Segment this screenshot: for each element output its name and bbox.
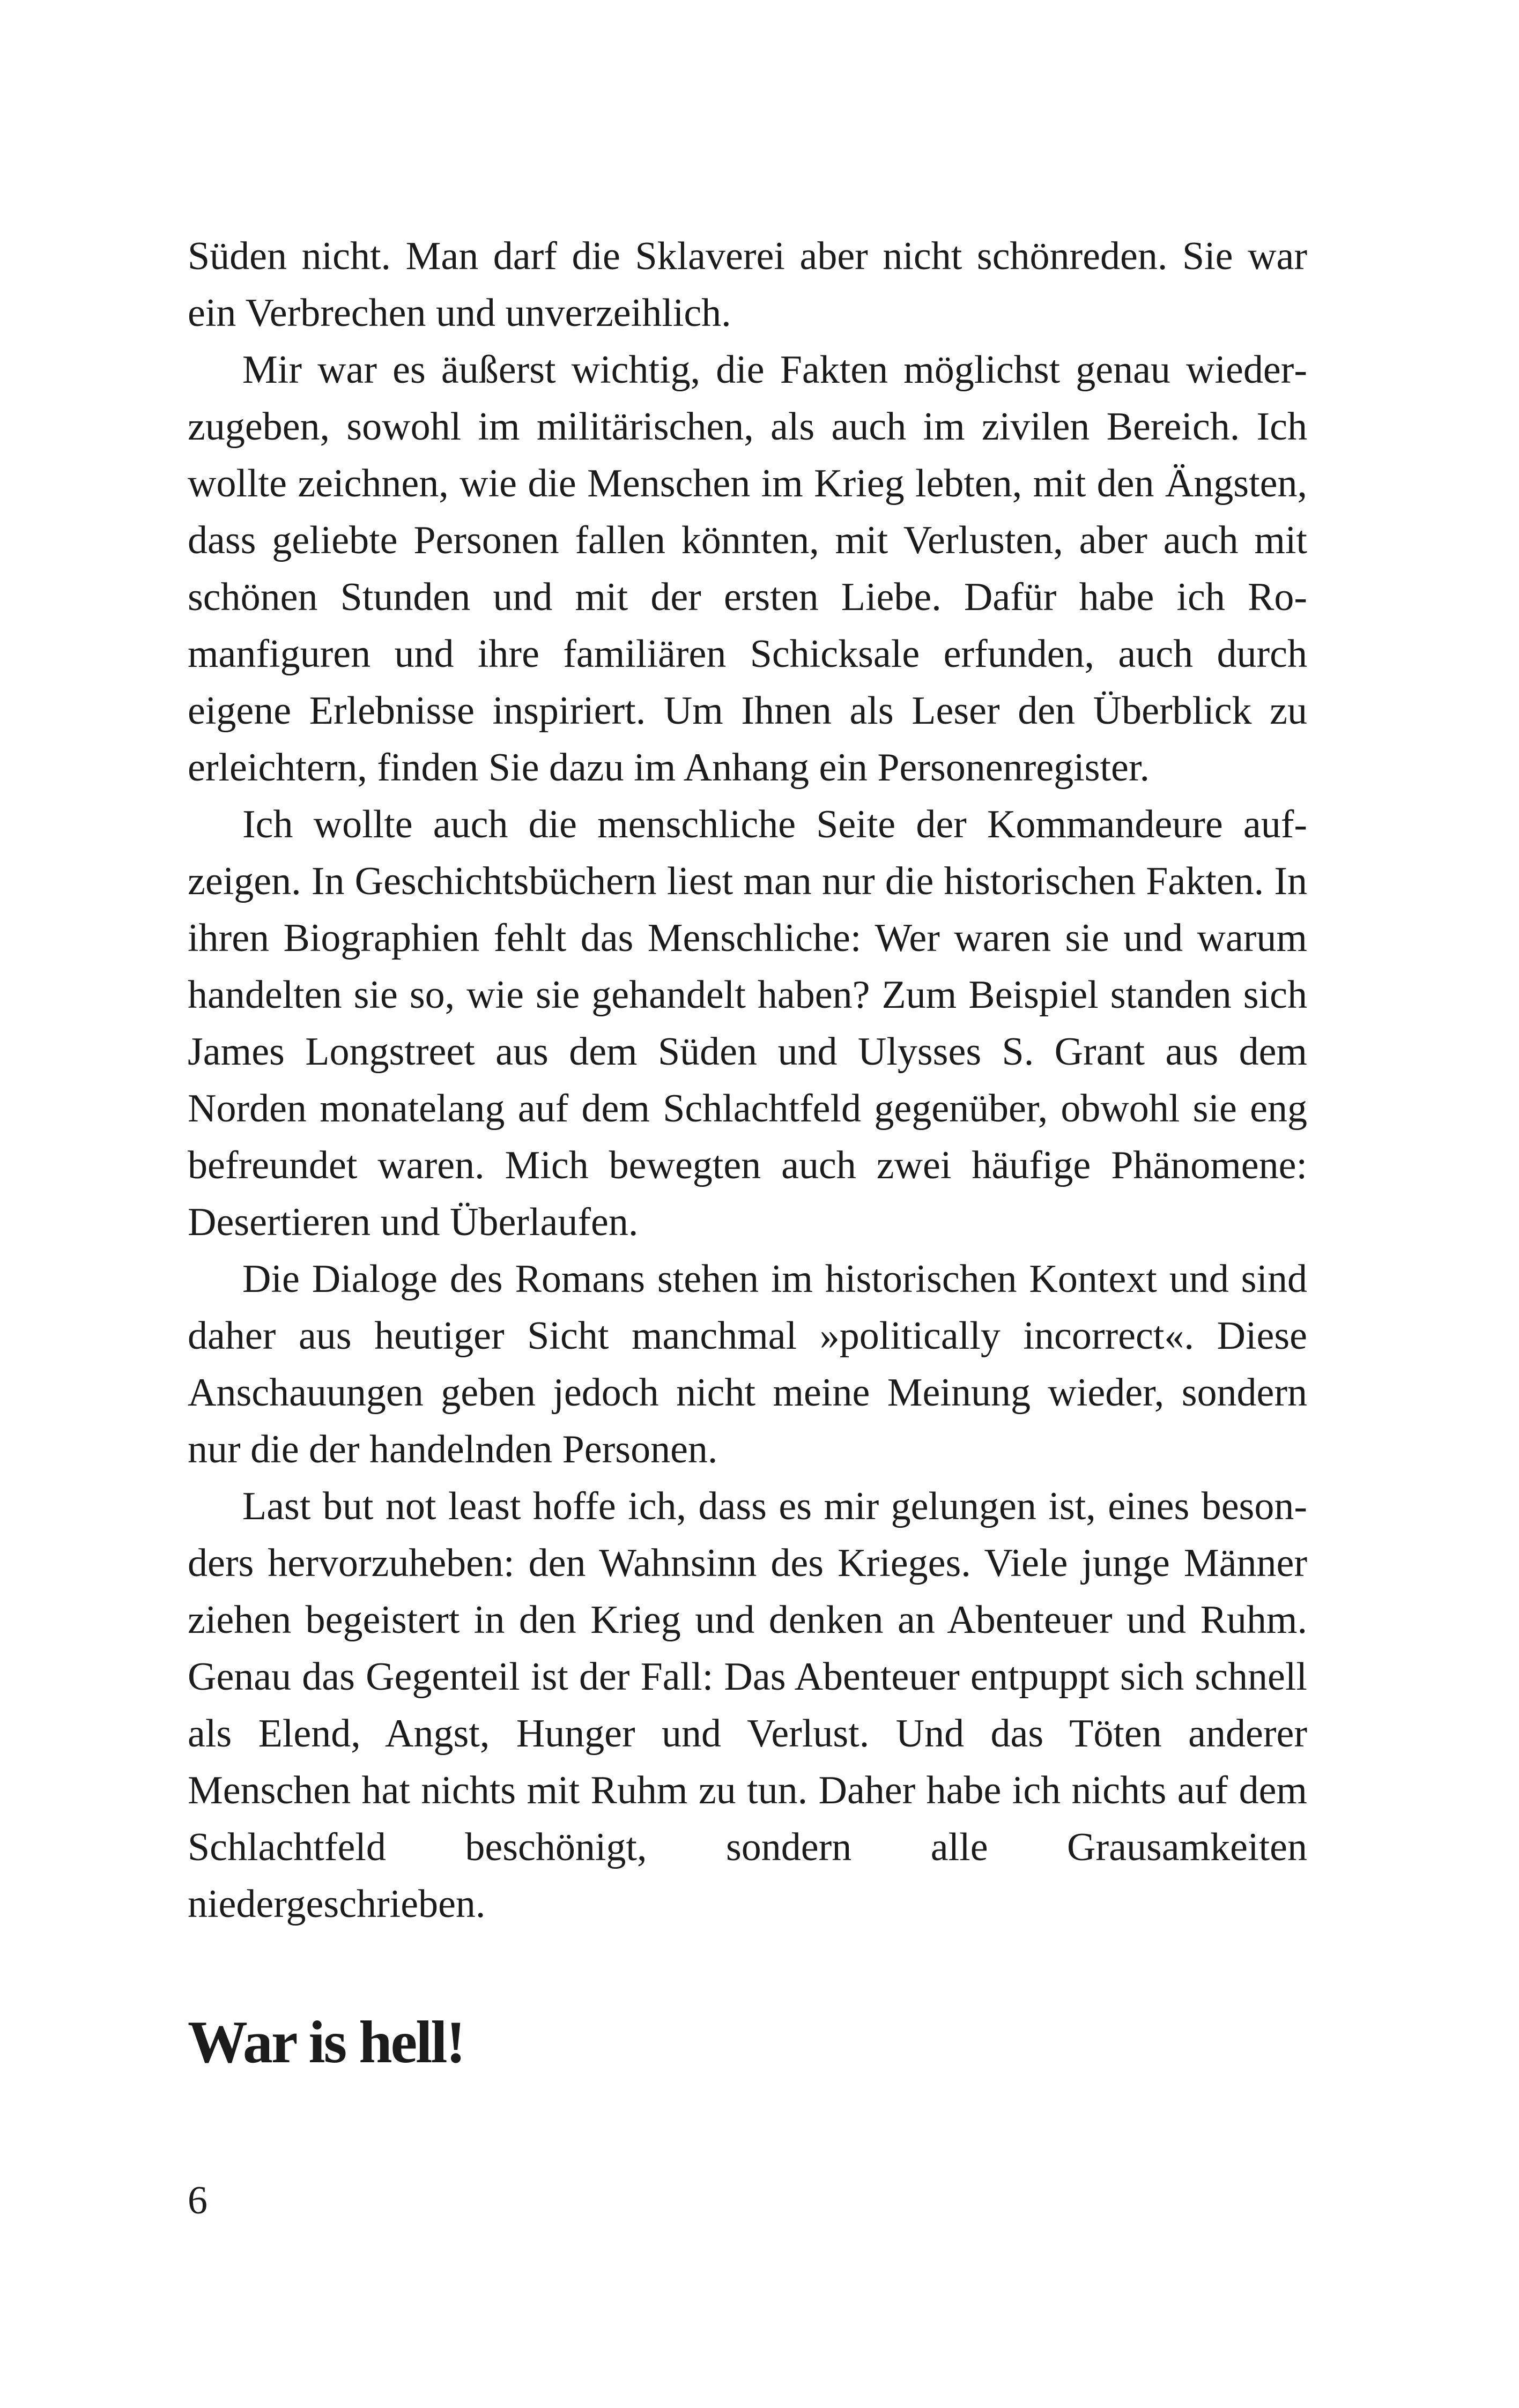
- body-text: [188, 228, 1307, 1933]
- closing-heading: War is hell!: [188, 2009, 464, 2076]
- paragraph-3: Ich wollte auch die menschliche Seite der Kommandeure aufzeigen. In Geschichtsbüchern liest man nur die historischen Fakten. In ihren Biographien fehlt das Menschliche: Wer waren sie und warum handelten sie so, wie sie gehandelt haben? Zum Beispiel standen sich James Longstreet aus dem Süden und Ulysses S. Grant aus dem Norden monatelang auf dem Schlachtfeld gegenüber, obwohl sie eng befreundet waren. Mich bewegten auch zwei häufige Phänomene: Desertieren und Überlaufen.: [188, 802, 1307, 1244]
- paragraph-2: Mir war es äußerst wichtig, die Fakten möglichst genau wiederzugeben, sowohl im militärischen, als auch im zivilen Bereich. Ich wollte zeichnen, wie die Menschen im Krieg lebten, mit den Ängsten, dass geliebte Personen fallen könnten, mit Verlusten, aber auch mit schönen Stunden und mit der ersten Liebe. Dafür habe ich Romanfiguren und ihre familiären Schicksale erfunden, auch durch eigene Erlebnisse inspiriert. Um Ihnen als Leser den Überblick zu erleichtern, finden Sie dazu im Anhang ein Personenregister.: [188, 348, 1307, 790]
- paragraph-4: Die Dialoge des Romans stehen im historischen Kontext und sind daher aus heutiger Sicht manchmal »politically incorrect«. Diese Anschauungen geben jedoch nicht meine Meinung wieder, sondern nur die der handelnden Personen.: [188, 1257, 1307, 1471]
- page-number: 6: [188, 2179, 208, 2223]
- paragraph-1: Süden nicht. Man darf die Sklaverei aber nicht schönreden. Sie war ein Verbrechen und unverzeihlich.: [188, 234, 1307, 335]
- paragraph-5: Last but not least hoffe ich, dass es mir gelungen ist, eines besonders hervorzuheben: den Wahnsinn des Krieges. Viele junge Männer ziehen begeistert in den Krieg und denken an Abenteuer und Ruhm. Genau das Gegenteil ist der Fall: Das Abenteuer entpuppt sich schnell als Elend, Angst, Hunger und Verlust. Und das Töten anderer Menschen hat nichts mit Ruhm zu tun. Daher habe ich nichts auf dem Schlachtfeld beschönigt, sondern alle Grausamkeiten niedergeschrieben.: [188, 1484, 1307, 1926]
